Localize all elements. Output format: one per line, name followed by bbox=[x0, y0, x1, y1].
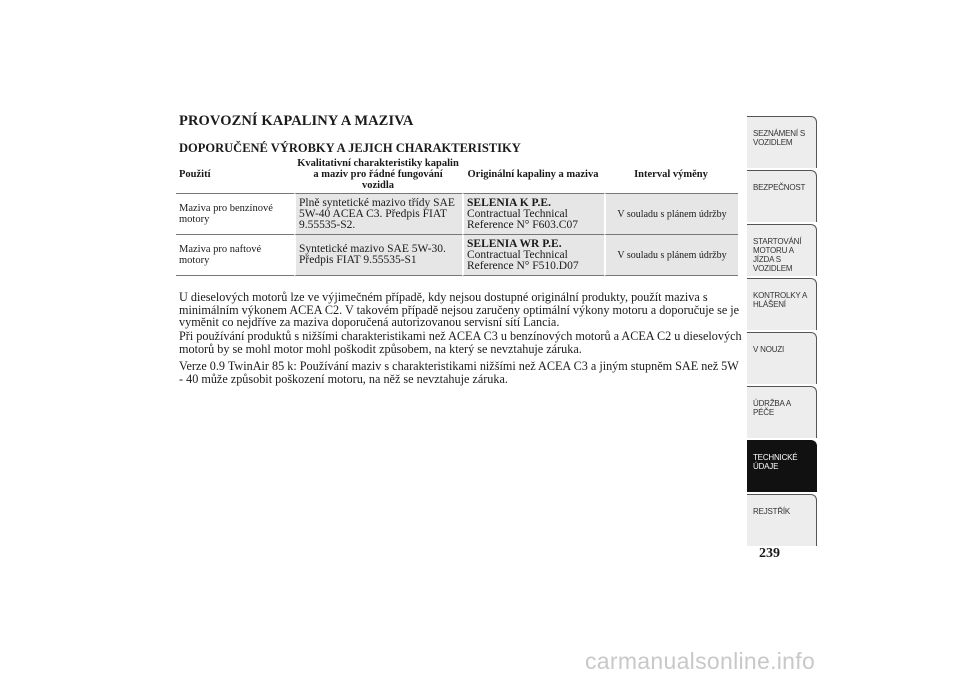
page-title: PROVOZNÍ KAPALINY A MAZIVA bbox=[179, 113, 414, 129]
watermark: carmanualsonline.info bbox=[585, 648, 816, 674]
paragraph-warranty-note: Při používání produktů s nižšími charakteristikami než ACEA C3 u benzínových motorů a ACEA C2 u dieselových motorů by se mohl motor mohl poškodit způsobem, na který se nevztahuje záruka. bbox=[179, 329, 742, 356]
chapter-tabs bbox=[747, 116, 817, 548]
cell-original bbox=[462, 234, 604, 276]
header-quality: Kvalitativní charakteristiky kapalin a maziv pro řádné fungování vozidla bbox=[297, 158, 459, 191]
chapter-tab-rejstrik[interactable]: REJSTŘÍK bbox=[747, 494, 817, 546]
page-number: 239 bbox=[759, 546, 780, 561]
cell-original bbox=[462, 193, 604, 234]
cell-quality: Syntetické mazivo SAE 5W-30. Předpis FIAT 9.55535-S1 bbox=[294, 234, 462, 276]
chapter-tab-seznameni[interactable]: SEZNÁMENÍ S VOZIDLEM bbox=[747, 116, 817, 168]
header-use: Použití bbox=[179, 169, 211, 180]
section-title: DOPORUČENÉ VÝROBKY A JEJICH CHARAKTERISTIKY bbox=[179, 141, 521, 155]
original-product-reference: Contractual Technical Reference N° F603.C07 bbox=[467, 207, 578, 231]
chapter-tab-technicke-udaje[interactable]: TECHNICKÉ ÚDAJE bbox=[747, 440, 817, 492]
table-row bbox=[176, 234, 738, 276]
chapter-tab-v-nouzi[interactable]: V NOUZI bbox=[747, 332, 817, 384]
header-original: Originální kapaliny a maziva bbox=[467, 169, 599, 180]
paragraph-twinair-note: Verze 0.9 TwinAir 85 k: Používání maziv s charakteristikami nižšími než ACEA C3 a jiným stupněm SAE než 5W - 40 může způsobit poškození motoru, na něž se nevztahuje záruka. bbox=[179, 359, 739, 386]
cell-interval: V souladu s plánem údržby bbox=[604, 193, 738, 234]
chapter-tab-bezpecnost[interactable]: BEZPEČNOST bbox=[747, 170, 817, 222]
chapter-tab-startovani[interactable]: STARTOVÁNÍ MOTORU A JÍZDA S VOZIDLEM bbox=[747, 224, 817, 276]
cell-use: Maziva pro benzínové motory bbox=[176, 193, 294, 234]
table-row bbox=[176, 193, 738, 234]
original-product-name: SELENIA K P.E. bbox=[467, 196, 551, 209]
header-interval: Interval výměny bbox=[634, 169, 708, 180]
chapter-tab-kontrolky[interactable]: KONTROLKY A HLÁŠENÍ bbox=[747, 278, 817, 330]
cell-use: Maziva pro naftové motory bbox=[176, 234, 294, 276]
original-product-name: SELENIA WR P.E. bbox=[467, 237, 562, 250]
chapter-tab-udrzba[interactable]: ÚDRŽBA A PÉČE bbox=[747, 386, 817, 438]
table-header-row bbox=[176, 156, 738, 193]
paragraph-diesel-exception: U dieselových motorů lze ve výjimečném případě, kdy nejsou dostupné originální produkty, použít maziva s minimálním výkonem ACEA C2. V takovém případě nejsou zaručeny optimální výkony motoru a doporučuje se je vyměnit co nejdříve za maziva doporučená autorizovanou servisní sítí Lancia. bbox=[179, 290, 740, 330]
cell-quality: Plně syntetické mazivo třídy SAE 5W-40 ACEA C3. Předpis FIAT 9.55535-S2. bbox=[294, 193, 462, 234]
original-product-reference: Contractual Technical Reference N° F510.D07 bbox=[467, 248, 579, 272]
lubricants-table bbox=[176, 156, 738, 276]
cell-interval: V souladu s plánem údržby bbox=[604, 234, 738, 276]
